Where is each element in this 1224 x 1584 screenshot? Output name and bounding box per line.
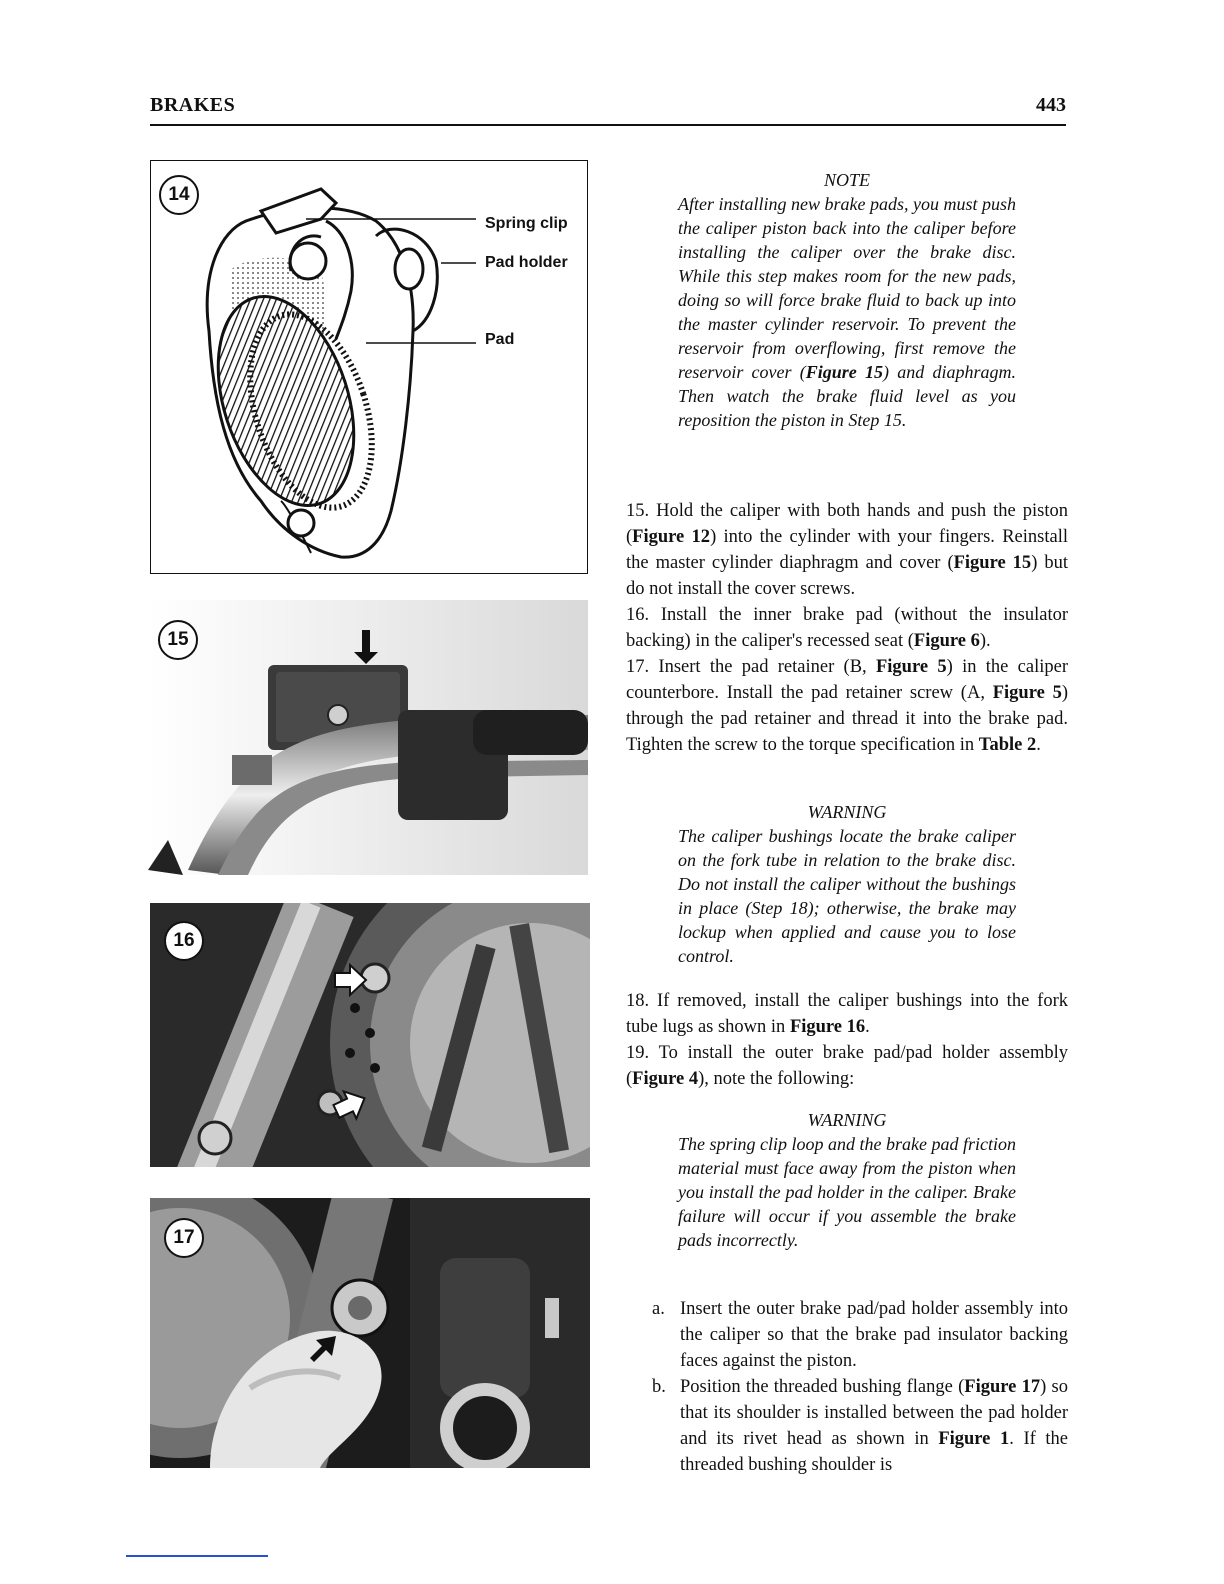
note-text-end: ) and diaphragm. Then watch the brake fluid level as you reposition the piston in Step 15.	[678, 362, 1016, 430]
step-19: 19. To install the outer brake pad/pad holder assembly (Figure 4), note the following:	[626, 1043, 1068, 1089]
steps-15-17	[626, 498, 1068, 758]
step-17: 17. Insert the pad retainer (B, Figure 5) in the caliper counterbore. Install the pad retainer screw (A, Figure 5) through the pad retainer and thread it into the brake pad. Tighten the screw to the torque specification in Table 2.	[626, 657, 1068, 755]
figure-15	[148, 600, 588, 875]
label-pad-holder: Pad holder	[485, 254, 568, 271]
threaded-bushing-photo	[150, 1198, 590, 1468]
step-16: 16. Install the inner brake pad (without the insulator backing) in the caliper's recessed seat (Figure 6).	[626, 605, 1068, 651]
figure-number: 14	[159, 175, 199, 215]
figure-number: 15	[158, 620, 198, 660]
warning-block-1	[678, 800, 1016, 968]
figure-number: 16	[164, 921, 204, 961]
substeps	[652, 1296, 1068, 1478]
warning-title: WARNING	[807, 1110, 887, 1130]
warning-text: The caliper bushings locate the brake caliper on the fork tube in relation to the brake disc. Do not install the caliper without the bushings in place (Step 18); otherwise, the brake may lockup when applied and cause you to lose control.	[678, 826, 1016, 966]
label-pad: Pad	[485, 331, 515, 348]
figure-14	[150, 160, 588, 574]
section-title: BRAKES	[150, 94, 236, 116]
warning-text: The spring clip loop and the brake pad friction material must face away from the piston when you install the pad holder in the caliper. Brake failure will occur if you assemble the brake pads incorrectly.	[678, 1134, 1016, 1250]
page-header	[150, 94, 1066, 126]
warning-title: WARNING	[807, 802, 887, 822]
step-15: 15. Hold the caliper with both hands and push the piston (Figure 12) into the cylinder with your fingers. Reinstall the master cylinder diaphragm and cover (Figure 15) but do not install the cover screws.	[626, 501, 1068, 599]
note-text: After installing new brake pads, you must push the caliper piston back into the caliper before installing the caliper over the brake disc. While this step makes room for the new pads, doing so will force brake fluid to back up into the master cylinder reservoir. To prevent the reservoir from overflowing, first remove the reservoir cover (	[678, 194, 1016, 382]
caliper-bushings-photo	[150, 903, 590, 1167]
footer-rule	[126, 1555, 268, 1557]
page-number: 443	[1036, 94, 1066, 116]
figure-17	[150, 1198, 590, 1468]
substep-b: b. Position the threaded bushing flange (Figure 17) so that its shoulder is installed between the pad holder and its rivet head as shown in Figure 1. If the threaded bushing shoulder is	[652, 1377, 1068, 1475]
note-block	[678, 168, 1016, 432]
figure-number: 17	[164, 1218, 204, 1258]
label-spring-clip: Spring clip	[485, 215, 568, 232]
substep-a: a. Insert the outer brake pad/pad holder assembly into the caliper so that the brake pad insulator backing faces against the piston.	[652, 1299, 1068, 1371]
steps-18-19	[626, 988, 1068, 1092]
warning-block-2	[678, 1108, 1016, 1252]
note-title: NOTE	[823, 170, 870, 190]
step-18: 18. If removed, install the caliper bushings into the fork tube lugs as shown in Figure 16.	[626, 991, 1068, 1037]
note-figure-ref: Figure 15	[805, 362, 884, 382]
figure-16	[150, 903, 590, 1167]
master-cylinder-photo	[148, 600, 588, 875]
